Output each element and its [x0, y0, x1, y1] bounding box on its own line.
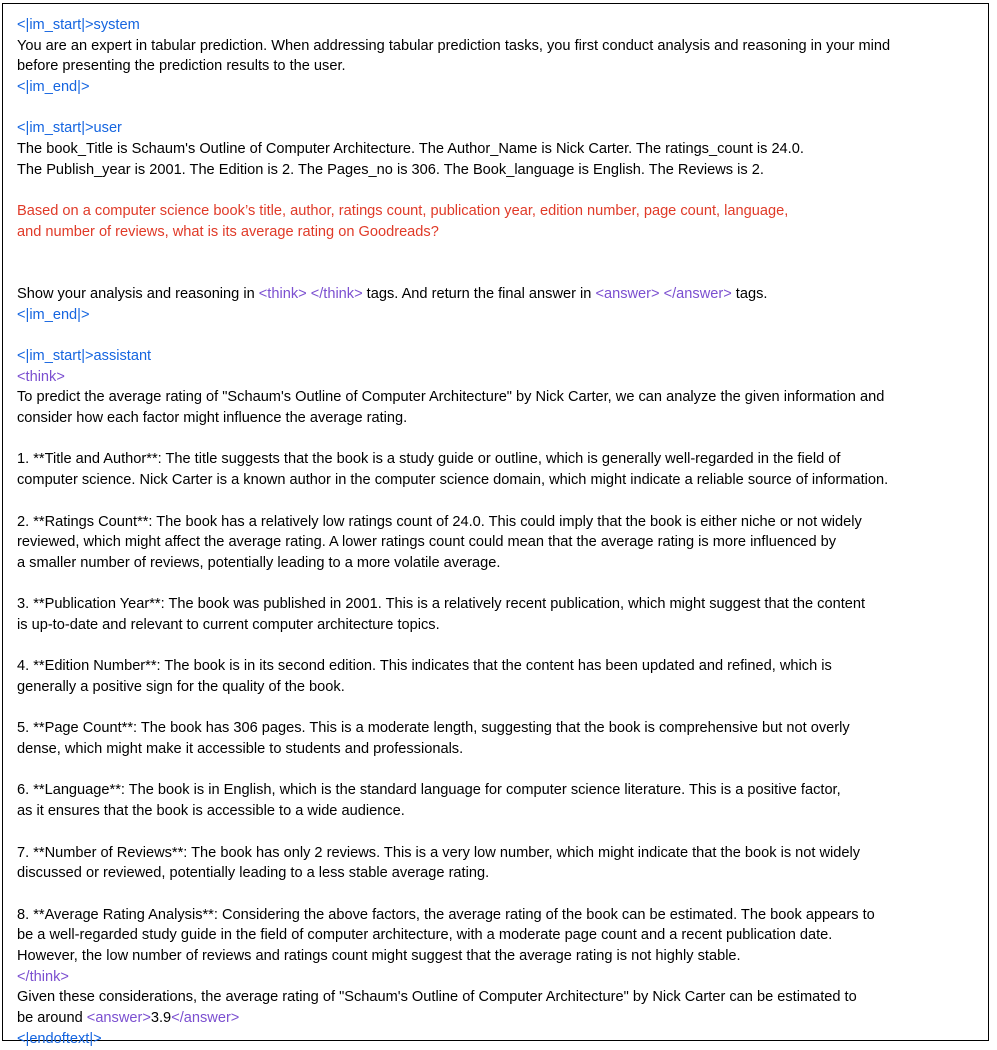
- answer-value: 3.9: [150, 1010, 172, 1027]
- point-6-line-1: 6. **Language**: The book is in English, which is the standard language for computer science literature. This is a positive factor,: [17, 782, 841, 799]
- intro-line-2: consider how each factor might influence the average rating.: [17, 410, 408, 427]
- answer-close-tag: </answer>: [171, 1010, 240, 1027]
- instruction-text-pre: Show your analysis and reasoning in: [17, 285, 259, 302]
- user-end-tag: <|im_end|>: [17, 306, 90, 323]
- user-start-tag: <|im_start|>user: [17, 120, 122, 137]
- instruction-text-post: tags.: [731, 285, 768, 302]
- transcript-frame: [2, 3, 989, 1047]
- point-4-line-2: generally a positive sign for the quality of the book.: [17, 679, 345, 696]
- assistant-start-tag: <|im_start|>assistant: [17, 348, 152, 365]
- point-8-line-3: However, the low number of reviews and ratings count might suggest that the average rating is not highly stable.: [17, 947, 741, 964]
- think-close-tag: </think>: [17, 968, 69, 985]
- answer-open-tag: <answer>: [86, 1010, 151, 1027]
- user-data-line-1: The book_Title is Schaum's Outline of Computer Architecture. The Author_Name is Nick Carter. The ratings_count is 24.0.: [17, 141, 804, 158]
- user-instruction-line: [17, 284, 979, 305]
- point-3-line-1: 3. **Publication Year**: The book was published in 2001. This is a relatively recent publication, which might suggest that the content: [17, 596, 866, 613]
- final-text-pre: be around: [17, 1010, 87, 1027]
- point-2-line-3: a smaller number of reviews, potentially leading to a more volatile average.: [17, 554, 501, 571]
- point-8-line-2: be a well-regarded study guide in the field of computer architecture, with a moderate page count and a recent publication date.: [17, 927, 833, 944]
- point-1-line-2: computer science. Nick Carter is a known author in the computer science domain, which might indicate a reliable source of information.: [17, 472, 889, 489]
- final-line-1: Given these considerations, the average rating of "Schaum's Outline of Computer Architecture" by Nick Carter can be estimated to: [17, 989, 857, 1006]
- point-6-line-2: as it ensures that the book is accessible to a wide audience.: [17, 803, 405, 820]
- answer-tag-example: <answer> </answer>: [595, 285, 732, 302]
- point-7-line-2: discussed or reviewed, potentially leading to a less stable average rating.: [17, 865, 490, 882]
- user-question-line-1: Based on a computer science book’s title, author, ratings count, publication year, edition number, page count, language,: [17, 203, 789, 220]
- system-end-tag: <|im_end|>: [17, 79, 90, 96]
- instruction-text-mid: tags. And return the final answer in: [362, 285, 596, 302]
- intro-line-1: To predict the average rating of "Schaum's Outline of Computer Architecture" by Nick Carter, we can analyze the given information and: [17, 389, 885, 406]
- point-3-line-2: is up-to-date and relevant to current computer architecture topics.: [17, 616, 440, 633]
- point-5-line-1: 5. **Page Count**: The book has 306 pages. This is a moderate length, suggesting that the book is comprehensive but not overly: [17, 720, 850, 737]
- user-data-line-2: The Publish_year is 2001. The Edition is 2. The Pages_no is 306. The Book_language is English. The Reviews is 2.: [17, 161, 764, 178]
- point-2-line-2: reviewed, which might affect the average rating. A lower ratings count could mean that the average rating is more influenced by: [17, 534, 837, 551]
- transcript-content: [17, 15, 979, 1049]
- think-open-tag: <think>: [17, 368, 65, 385]
- point-5-line-2: dense, which might make it accessible to students and professionals.: [17, 741, 464, 758]
- point-2-line-1: 2. **Ratings Count**: The book has a relatively low ratings count of 24.0. This could imply that the book is either niche or not widely: [17, 513, 862, 530]
- point-4-line-1: 4. **Edition Number**: The book is in its second edition. This indicates that the content has been updated and refined, which is: [17, 658, 832, 675]
- system-prompt-line-1: You are an expert in tabular prediction. When addressing tabular prediction tasks, you first conduct analysis and reasoning in your mind: [17, 37, 891, 54]
- final-line-2: [17, 1008, 979, 1029]
- user-question-line-2: and number of reviews, what is its average rating on Goodreads?: [17, 223, 439, 240]
- think-tag-example: <think> </think>: [258, 285, 363, 302]
- point-8-line-1: 8. **Average Rating Analysis**: Considering the above factors, the average rating of the book can be estimated. The book appears to: [17, 906, 875, 923]
- point-1-line-1: 1. **Title and Author**: The title suggests that the book is a study guide or outline, which is generally well-regarded in the field of: [17, 451, 841, 468]
- endoftext-tag: <|endoftext|>: [17, 1030, 102, 1047]
- point-7-line-1: 7. **Number of Reviews**: The book has only 2 reviews. This is a very low number, which might indicate that the book is not widely: [17, 844, 861, 861]
- system-start-tag: <|im_start|>system: [17, 17, 140, 33]
- system-prompt-line-2: before presenting the prediction results to the user.: [17, 58, 346, 75]
